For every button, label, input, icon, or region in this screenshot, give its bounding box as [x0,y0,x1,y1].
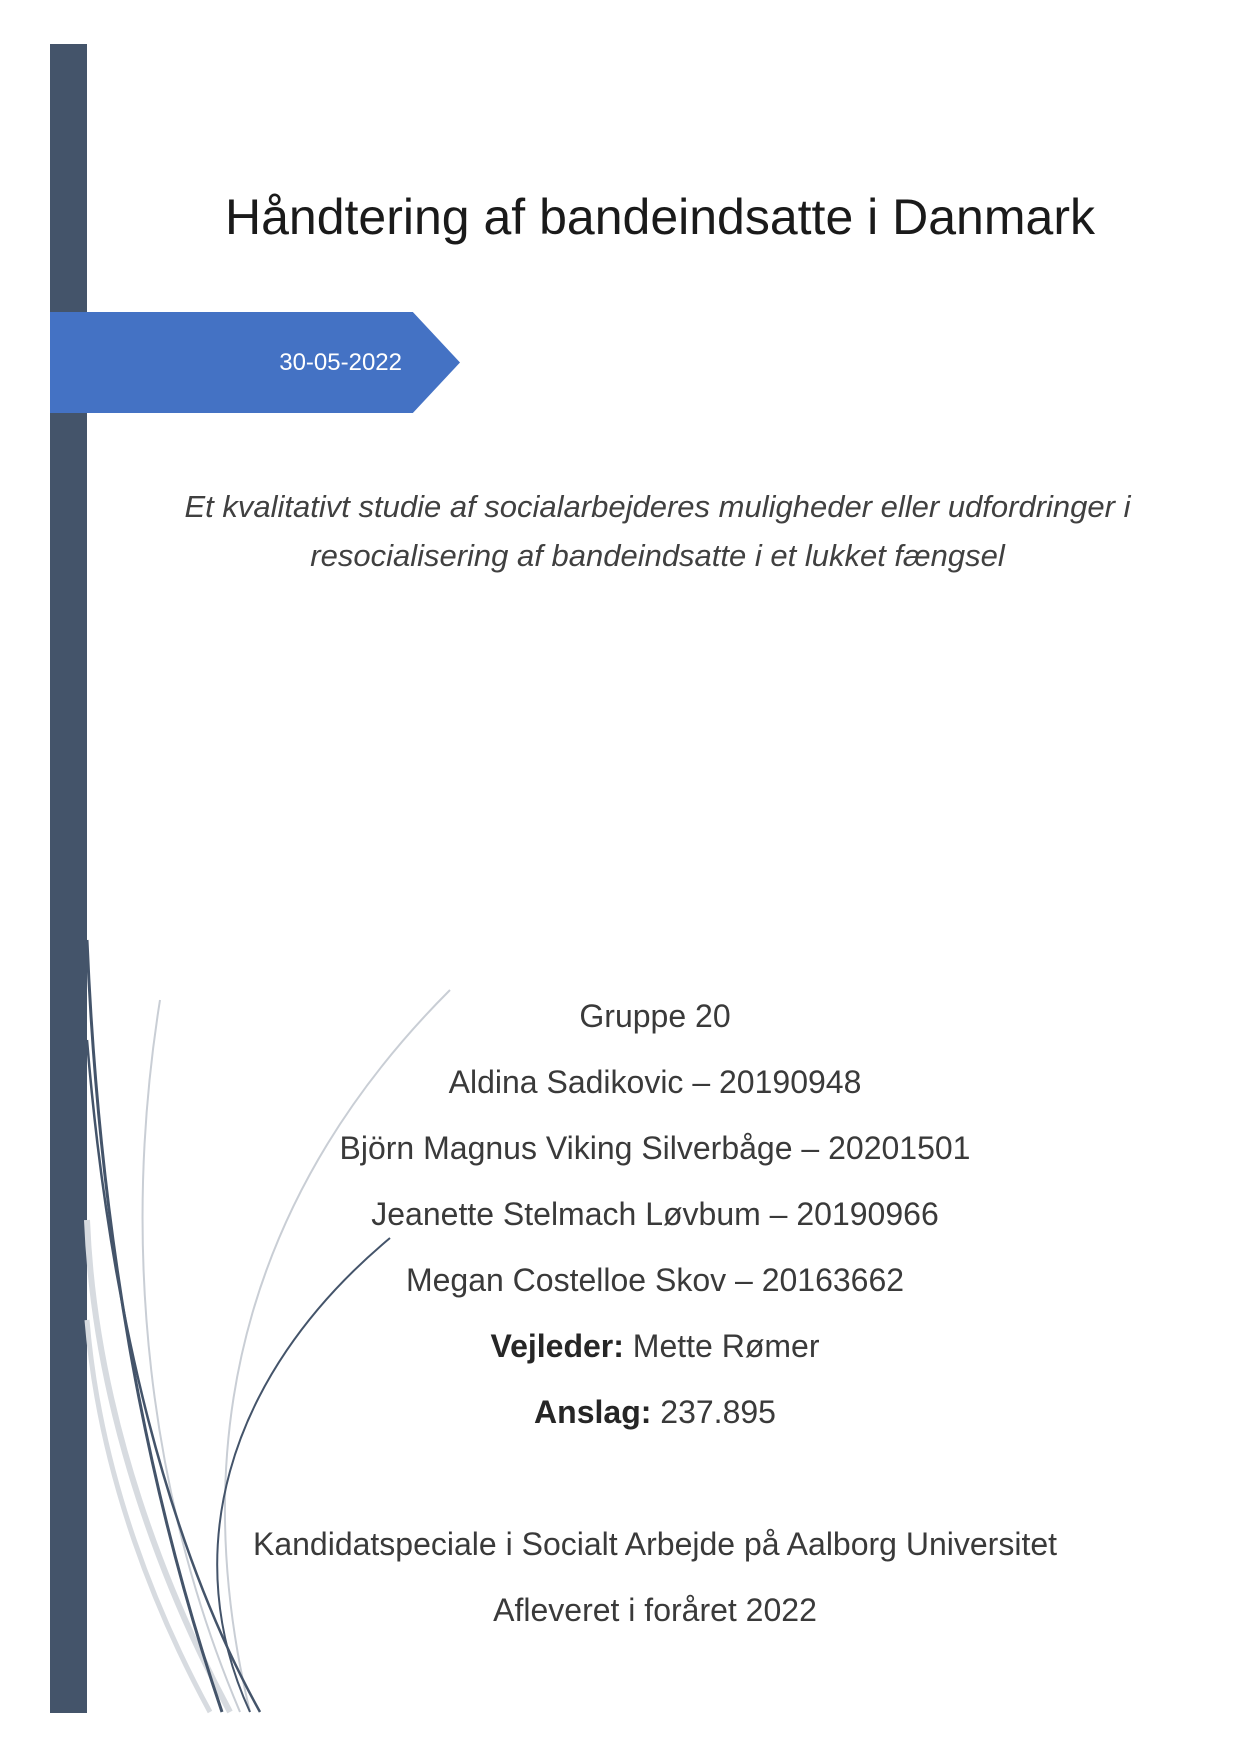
document-subtitle [115,482,1200,580]
supervisor-name: Mette Rømer [632,1328,820,1364]
document-title: Håndtering af bandeindsatte i Danmark [225,189,1095,245]
character-count-line [200,1394,1110,1431]
group-name: Gruppe 20 [579,998,731,1034]
submission-line: Afleveret i foråret 2022 [493,1592,817,1628]
author-line: Aldina Sadikovic – 20190948 [448,1064,862,1100]
supervisor-label: Vejleder: [490,1328,624,1364]
subtitle-line: resocialisering af bandeindsatte i et lukket fængsel [310,538,1005,573]
author-line: Jeanette Stelmach Løvbum – 20190966 [371,1196,939,1232]
subtitle-line: Et kvalitativt studie af socialarbejderes muligheder eller udfordringer i [184,489,1131,524]
supervisor-line [200,1328,1110,1365]
author-line: Megan Costelloe Skov – 20163662 [405,1262,905,1298]
author-line: Björn Magnus Viking Silverbåge – 20201501 [339,1130,971,1166]
character-count-label: Anslag: [534,1394,652,1430]
document-date: 30-05-2022 [279,349,402,376]
character-count-value: 237.895 [660,1394,776,1430]
program-line: Kandidatspeciale i Socialt Arbejde på Aalborg Universitet [252,1526,1058,1562]
